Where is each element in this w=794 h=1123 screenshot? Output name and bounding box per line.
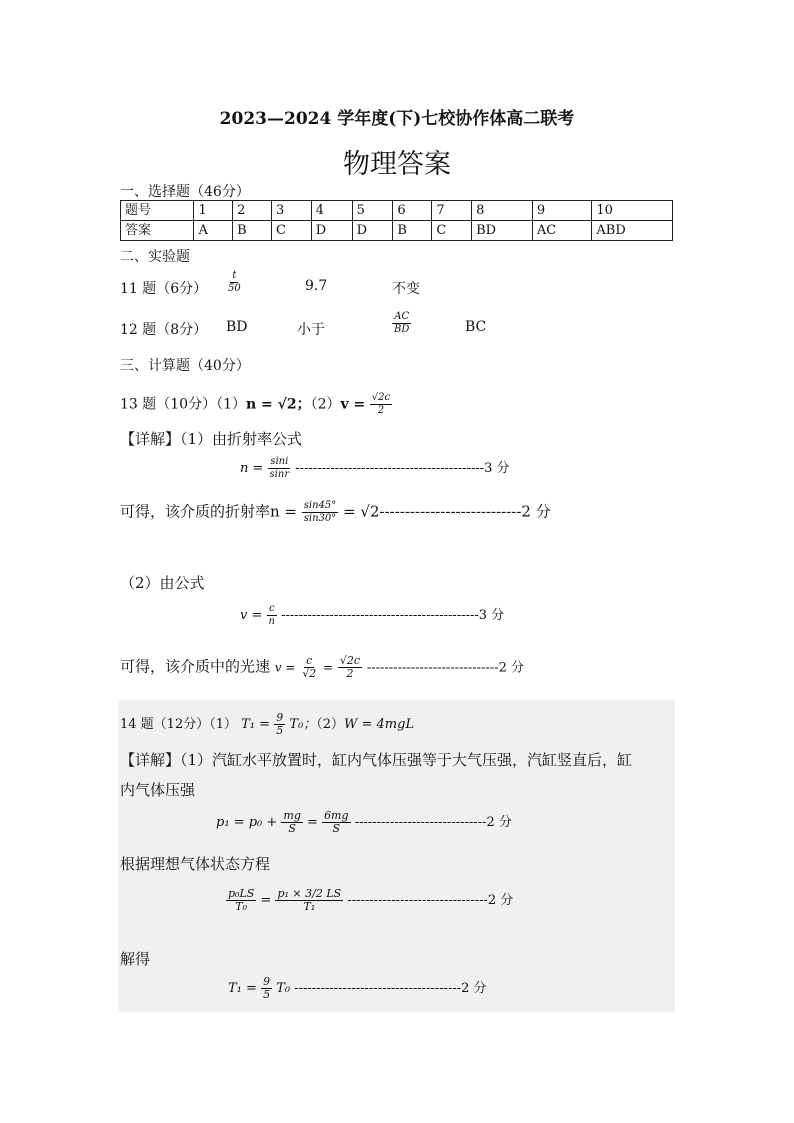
answer-table: [120, 200, 673, 241]
q13-detail: 【详解】（1）由折射率公式: [120, 430, 303, 448]
q14-formula-2: [226, 888, 513, 913]
q12-answer-4: BC: [465, 319, 487, 335]
frac-numerator: p₀LS: [228, 887, 255, 900]
q14-answer-1-rhs: T₀；: [289, 717, 317, 732]
frac-numerator: AC: [394, 311, 410, 322]
q14-line-4: 解得: [120, 950, 151, 968]
q12-answer-2: 小于: [297, 322, 325, 338]
table-cell: 9: [532, 201, 591, 221]
frac-numerator: √2c: [371, 392, 391, 403]
table-cell-label: 题号: [121, 201, 194, 221]
q13-formula-3: [240, 603, 504, 628]
frac-denominator: sin30°: [303, 513, 337, 524]
frac-numerator: 6mg: [324, 809, 349, 822]
frac-denominator: 2: [346, 667, 354, 680]
page-subtitle: 物理答案: [343, 149, 451, 180]
formula-equals: =: [260, 893, 272, 908]
score-marker: --------------------------------2 分: [347, 893, 514, 908]
frac-denominator: BD: [394, 324, 410, 335]
page-title: 2023—2024 学年度(下)七校协作体高二联考: [219, 109, 575, 129]
table-cell: 10: [592, 201, 673, 221]
score-marker: --------------------------------------2 分: [294, 981, 487, 996]
q14-detail-line-1: 【详解】（1）汽缸水平放置时，缸内气体压强等于大气压强，汽缸竖直后，缸: [120, 751, 633, 769]
q11-answer-fraction: [226, 270, 243, 295]
frac-numerator: 9: [276, 711, 284, 724]
q14-answer-1-lhs: T₁ =: [241, 717, 271, 732]
table-cell: C: [272, 221, 312, 241]
table-cell: C: [432, 221, 472, 241]
q12-label: 12 题（8分）: [120, 322, 208, 338]
score-marker: ------------------------------2 分: [366, 660, 525, 676]
q14-formula-1: [216, 810, 512, 835]
formula-lhs: n =: [240, 461, 264, 476]
line-text: 可得，该介质中的光速: [120, 657, 271, 676]
q14-answer-line: [120, 712, 414, 737]
frac-denominator: n: [268, 616, 275, 627]
frac-denominator: √2: [302, 667, 317, 680]
score-marker: ----------------------------2 分: [379, 502, 551, 521]
q13-answer-2-lhs: v =: [340, 396, 366, 413]
score-marker: ---------------------------------------------3 分: [281, 608, 505, 623]
table-cell: 3: [272, 201, 312, 221]
frac-denominator: sinr: [269, 469, 290, 480]
frac-denominator: 5: [263, 988, 271, 1001]
table-cell: ABD: [592, 221, 673, 241]
table-cell: D: [352, 221, 393, 241]
frac-denominator: 2: [377, 405, 385, 416]
q14-part2: （2）: [316, 717, 345, 732]
q13-part2: （2）: [310, 396, 341, 413]
frac-numerator: t: [232, 270, 237, 281]
q14-line-3: 根据理想气体状态方程: [120, 855, 271, 873]
q12-answer-fraction: [392, 311, 411, 336]
table-cell: A: [194, 221, 233, 241]
q13-answer-line: [120, 392, 392, 417]
formula-lhs: p₁ = p₀ +: [216, 815, 278, 830]
table-cell: B: [233, 221, 272, 241]
q13-answer-1: n = √2；: [246, 396, 311, 413]
frac-numerator: √2c: [339, 654, 361, 667]
frac-numerator: sin45°: [303, 500, 337, 511]
q13-formula-1: [240, 456, 510, 481]
q11-answer-3: 不变: [392, 281, 420, 297]
formula-lhs: v =: [274, 660, 296, 675]
frac-denominator: 5: [276, 724, 284, 737]
q12-answer-1: BD: [226, 319, 248, 335]
q13-label: 13 题（10分）（1）: [120, 396, 246, 413]
score-marker: -------------------------------------------3 分: [295, 461, 510, 476]
frac-denominator: T₀: [235, 900, 248, 913]
frac-numerator: mg: [283, 809, 301, 822]
score-marker: ------------------------------2 分: [354, 815, 512, 830]
frac-denominator: T₁: [303, 900, 316, 913]
section-experiment-heading: 二、实验题: [120, 249, 190, 265]
table-cell: AC: [532, 221, 591, 241]
table-cell: BD: [472, 221, 533, 241]
q13-part2-text: （2）由公式: [120, 574, 205, 592]
q14-formula-3: [228, 976, 487, 1001]
frac-numerator: c: [306, 654, 313, 667]
frac-numerator: p₁ × 3/2 LS: [277, 887, 342, 900]
table-cell: B: [393, 221, 432, 241]
q14-answer-2: W = 4mgL: [344, 717, 415, 732]
q14-label: 14 题（12分）（1）: [120, 717, 237, 732]
q13-line-4: [120, 655, 524, 680]
q14-detail-line-2: 内气体压强: [120, 781, 196, 799]
table-cell: 1: [194, 201, 233, 221]
line-text: 可得，该介质的折射率n =: [120, 502, 297, 521]
section-calc-heading: 三、计算题（40分）: [120, 358, 250, 374]
frac-denominator: S: [288, 822, 296, 835]
table-cell: 7: [432, 201, 472, 221]
frac-numerator: 9: [263, 975, 271, 988]
table-cell: 6: [393, 201, 432, 221]
table-row-numbers: [121, 201, 673, 221]
table-cell: 4: [311, 201, 352, 221]
table-cell: 5: [352, 201, 393, 221]
table-cell: 2: [233, 201, 272, 221]
q11-answer-2: 9.7: [305, 278, 328, 294]
table-cell: D: [311, 221, 352, 241]
formula-lhs: T₁ =: [228, 981, 257, 996]
frac-denominator: S: [332, 822, 341, 835]
q13-line-2: [120, 500, 551, 525]
frac-numerator: c: [268, 603, 275, 614]
formula-lhs: v =: [240, 608, 263, 623]
table-cell-label: 答案: [121, 221, 194, 241]
table-row-answers: [121, 221, 673, 241]
formula-equals: =: [323, 660, 334, 675]
frac-denominator: 50: [228, 283, 241, 294]
formula-equals: =: [307, 815, 318, 830]
section-choice-heading: 一、选择题（46分）: [120, 184, 250, 200]
frac-numerator: sini: [270, 456, 289, 467]
table-cell: 8: [472, 201, 533, 221]
formula-result: = √2: [343, 502, 380, 521]
q11-label: 11 题（6分）: [120, 281, 208, 297]
formula-rhs: T₀: [276, 981, 291, 996]
